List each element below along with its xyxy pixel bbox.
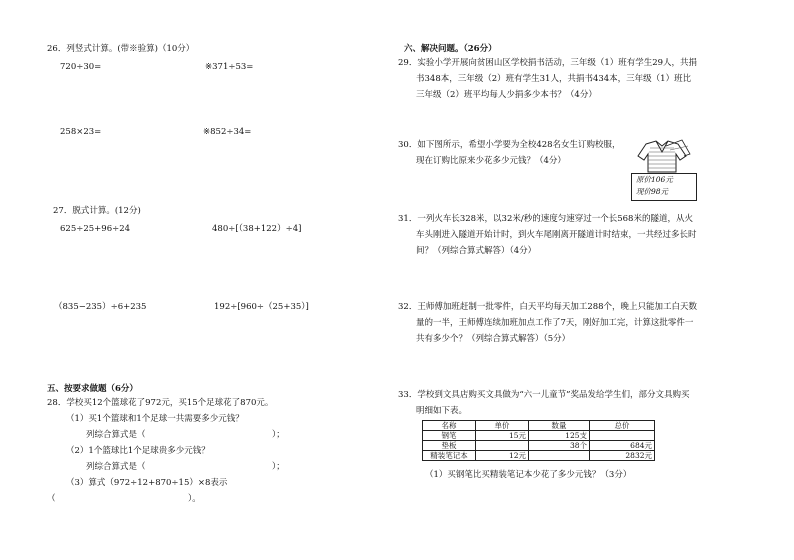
- question-28-2: （2）1个篮球比1个足球贵多少元钱？: [66, 446, 210, 456]
- question-28-2-formula: 列综合算式是（: [86, 462, 146, 472]
- table-row: [423, 431, 655, 441]
- question-28-3: （3）算式（972÷12+870÷15）×8表示: [66, 478, 228, 488]
- question-26-title: 26．列竖式计算。(带※验算)（10分）: [47, 44, 195, 54]
- table-header: 名称: [423, 421, 476, 431]
- question-31-line1: 31．一列火车长328米，以32米/秒的速度匀速穿过一个长568米的隧道，从火: [398, 214, 693, 224]
- table-row: [423, 451, 655, 461]
- question-33-line2: 明细如下表。: [416, 406, 468, 416]
- question-26-b: ※371÷53=: [205, 62, 254, 72]
- question-26-a: 720÷30=: [60, 62, 102, 72]
- question-28-3-close: ）。: [188, 494, 201, 504]
- table-cell: 钢笔: [423, 431, 476, 441]
- question-32-line1: 32．王师傅加班赶制一批零件，白天平均每天加工288个，晚上只能加工白天数: [398, 302, 698, 312]
- question-30-line2: 现在订购比原来少花多少元钱？（4分）: [416, 156, 566, 166]
- section-6-title: 六、解决问题。（26分）: [404, 44, 497, 54]
- price-now: 现价98元: [636, 187, 669, 196]
- table-header: 数量: [529, 421, 590, 431]
- question-28-2-end: ）；: [272, 462, 285, 472]
- question-28-3-open: （: [47, 494, 56, 504]
- question-32-line2: 量的一半，王师傅连续加班加点工作了7天，刚好加工完，计算这批零件一: [416, 318, 694, 328]
- table-cell: [476, 441, 529, 451]
- question-28-1-formula: 列综合算式是（: [86, 430, 146, 440]
- question-29-line3: 三年级（2）班平均每人少捐多少本书？（4分）: [416, 90, 597, 100]
- question-29-line2: 书348本，三年级（2）班有学生31人，共捐书434本，三年级（1）班比: [416, 74, 692, 84]
- question-28-title: 28．学校买12个篮球花了972元，买15个足球花了870元。: [47, 398, 274, 408]
- table-header-row: [423, 421, 655, 431]
- table-header: 单价: [476, 421, 529, 431]
- table-cell: [590, 431, 655, 441]
- section-5-title: 五、按要求做题（6分）: [47, 384, 138, 394]
- table-row: [423, 441, 655, 451]
- table-cell: 15元: [476, 431, 529, 441]
- question-29-line1: 29．实验小学开展向贫困山区学校捐书活动，三年级（1）班有学生29人，共捐: [398, 58, 698, 68]
- table-cell: 垫板: [423, 441, 476, 451]
- stationery-table: [422, 420, 655, 461]
- question-31-line2: 车头刚进入隧道开始计时，到火车尾刚离开隧道计时结束，一共经过多长时: [416, 230, 697, 240]
- table-cell: 684元: [590, 441, 655, 451]
- question-27-c: （835−235）÷6+235: [54, 302, 147, 312]
- table-cell: 2832元: [590, 451, 655, 461]
- question-26-d: ※852÷34=: [203, 127, 252, 137]
- question-30-line1: 30．如下图所示，希望小学要为全校428名女生订购校服，: [398, 140, 621, 150]
- question-27-b: 480÷[（38+122）÷4]: [212, 224, 302, 234]
- question-27-a: 625÷25+96÷24: [60, 224, 131, 234]
- table-cell: 12元: [476, 451, 529, 461]
- question-28-1: （1）买1个篮球和1个足球一共需要多少元钱？: [66, 414, 244, 424]
- table-header: 总价: [590, 421, 655, 431]
- price-original: 原价106元: [636, 175, 673, 184]
- question-31-line3: 间？（列综合算式解答）（4分）: [416, 246, 537, 256]
- table-cell: [529, 451, 590, 461]
- question-27-title: 27．脱式计算。(12分): [53, 206, 141, 216]
- question-33-line1: 33．学校到文具店购买文具做为“六一儿童节”奖品发给学生们，部分文具购买: [398, 390, 690, 400]
- question-33-1: （1）买钢笔比买精装笔记本少花了多少元钱？（3分）: [425, 470, 632, 480]
- price-tag: [631, 173, 697, 201]
- question-32-line3: 共有多少个？（列综合算式解答）（5分）: [416, 334, 571, 344]
- question-26-c: 258×23=: [60, 127, 102, 137]
- question-28-1-end: ）；: [272, 430, 285, 440]
- table-cell: 精装笔记本: [423, 451, 476, 461]
- question-27-d: 192÷[960÷（25+35）]: [214, 302, 309, 312]
- table-cell: 125支: [529, 431, 590, 441]
- table-cell: 38个: [529, 441, 590, 451]
